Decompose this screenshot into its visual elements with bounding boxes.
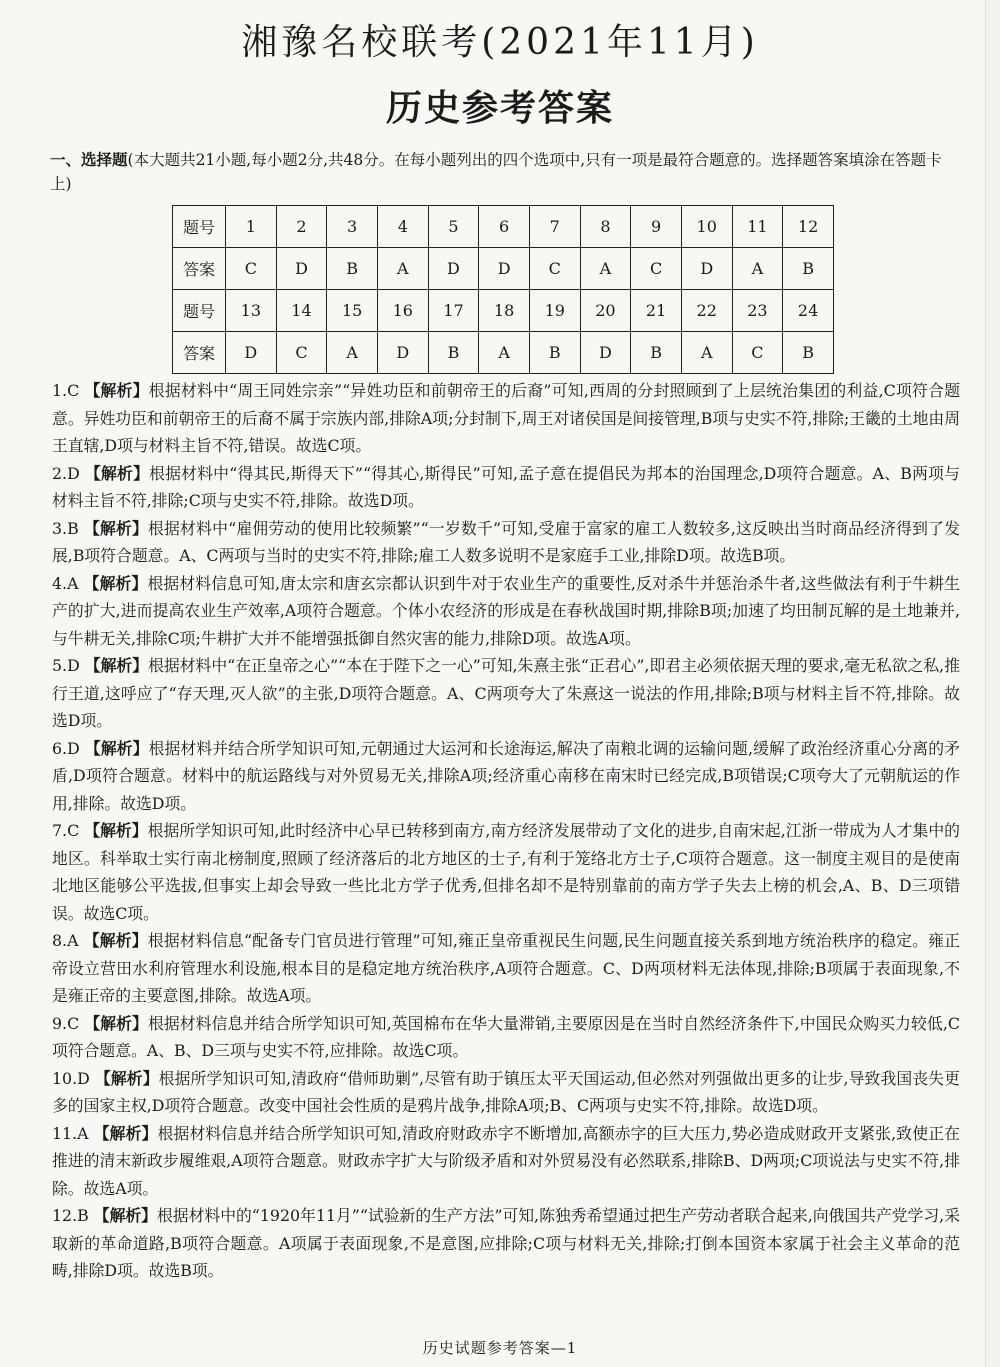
explanation-text: 根据材料中“在正皇帝之心”“本在于陛下之一心”可知,朱熹主张“正君心”,即君主必须依据天理的要求,毫无私欲之私,推行王道,这呼应了“存天理,灭人欲”的主张,D项符合题意。A、C两项夸大了朱熹这一说法的作用,排除;B项与材料主旨不符,排除。故选D项。 [52,656,960,730]
answer-table-cell: 22 [681,290,732,332]
explanation-text: 根据材料中“周王同姓宗亲”“异姓功臣和前朝帝王的后裔”可知,西周的分封照顾到了上层统治集团的利益,C项符合题意。异姓功臣和前朝帝王的后裔不属于宗族内部,排除A项;分封制下,周王对诸侯国是间接管理,B项与史实不符,排除;王畿的土地由周王直辖,D项与材料主旨不符,错误。故选C项。 [52,381,960,455]
analysis-tag: 【解析】 [93,1206,157,1225]
answer-table-cell: C [529,248,580,290]
answer-table-row-label: 答案 [173,332,226,374]
answer-table-cell: A [681,332,732,374]
explanation-answer: 3.B [52,518,79,538]
answer-table-cell: 7 [529,206,580,248]
answer-table-cell: 12 [783,206,834,248]
answer-table-cell: 1 [226,206,277,248]
answer-table-cell: A [732,248,783,290]
explanation-list [52,377,960,1285]
explanation-item [52,570,960,653]
analysis-tag: 【解析】 [94,1068,159,1088]
analysis-tag: 【解析】 [83,518,149,538]
analysis-tag: 【解析】 [83,573,148,593]
explanation-item [52,1010,960,1065]
answer-table-row [173,206,834,248]
answer-table-cell: 18 [479,290,530,332]
answer-table-cell: C [276,332,327,374]
explanation-answer: 12.B [52,1206,89,1225]
answer-table-cell: D [226,332,277,374]
explanation-text: 根据材料信息并结合所学知识可知,英国棉布在华大量滞销,主要原因是在当时自然经济条件下,中国民众购买力较低,C项符合题意。A、B、D三项与史实不符,应排除。故选C项。 [52,1013,960,1060]
answer-table-cell: 11 [732,206,783,248]
explanation-answer: 7.C [52,821,80,840]
answer-table-cell: 3 [327,206,378,248]
section-heading: 一、选择题 [50,150,128,169]
answer-table-cell: 2 [276,206,327,248]
explanation-item [52,652,960,735]
analysis-tag: 【解析】 [84,381,149,400]
explanation-text: 根据材料并结合所学知识可知,元朝通过大运河和长途海运,解决了南粮北调的运输问题,缓解了政治经济重心分离的矛盾,D项符合题意。材料中的航运路线与对外贸易无关,排除A项;经济重心南移在南宋时已经完成,B项错误;C项夸大了元朝航运的作用,排除。故选D项。 [52,738,960,813]
analysis-tag: 【解析】 [85,463,150,483]
explanation-text: 根据材料信息并结合所学知识可知,清政府财政赤字不断增加,高额赤字的巨大压力,势必造成财政开支紧张,致使正在推进的清末新政步履维艰,A项符合题意。财政赤字扩大与阶级矛盾和对外贸易没有必然联系,排除B、D两项;C项说法与史实不符,排除。故选A项。 [52,1123,960,1198]
answer-table-cell: 23 [732,290,783,332]
explanation-text: 根据材料中“得其民,斯得天下”“得其心,斯得民”可知,孟子意在提倡民为邦本的治国理念,D项符合题意。A、B两项与材料主旨不符,排除;C项与史实不符,排除。故选D项。 [52,463,960,510]
answer-table-cell: 20 [580,290,631,332]
answer-table-cell: 19 [529,290,580,332]
answer-table-cell: D [580,332,631,374]
answer-table-cell: D [681,248,732,290]
explanation-item [52,927,960,1010]
explanation-answer: 8.A [52,931,79,950]
explanation-answer: 9.C [52,1013,80,1033]
answer-table-cell: B [783,248,834,290]
answer-table-cell: A [580,248,631,290]
answer-table-cell: A [327,332,378,374]
answer-table [172,205,834,374]
explanation-text: 根据材料信息“配备专门官员进行管理”可知,雍正皇帝重视民生问题,民生问题直接关系到地方统治秩序的稳定。雍正帝设立营田水利府管理水利设施,根本目的是稳定地方统治秩序,A项符合题意。C、D两项材料无法体现,排除;B项属于表面现象,不是雍正帝的主要意图,排除。故选A项。 [52,931,960,1005]
answer-table-cell: 17 [428,290,479,332]
answer-table-cell: A [479,332,530,374]
explanation-item [52,377,960,460]
answer-table-row-label: 题号 [173,290,226,332]
exam-title: 湘豫名校联考(2021年11月) [241,22,759,63]
explanation-text: 根据所学知识可知,清政府“借师助剿”,尽管有助于镇压太平天国运动,但必然对列强做出更多的让步,导致我国丧失更多的国家主权,D项符合题意。改变中国社会性质的是鸦片战争,排除A项;B、C两项与史实不符,排除。故选D项。 [52,1068,960,1115]
explanation-answer: 6.D [52,738,80,758]
answer-table-cell: 24 [783,290,834,332]
answer-table-cell: 6 [479,206,530,248]
analysis-tag: 【解析】 [84,656,149,675]
explanation-answer: 2.D [52,463,80,483]
analysis-tag: 【解析】 [83,931,148,950]
answer-table-cell: D [377,332,428,374]
analysis-tag: 【解析】 [93,1123,158,1143]
explanation-answer: 4.A [52,573,79,593]
answer-table-row-label: 题号 [173,206,226,248]
explanation-answer: 1.C [52,381,80,400]
explanation-text: 根据材料中“雇佣劳动的使用比较频繁”“一岁数千”可知,受雇于富家的雇工人数较多,这反映出当时商品经济得到了发展,B项符合题意。A、C两项与当时的史实不符,排除;雇工人数多说明不是家庭手工业,排除D项。故选B项。 [52,518,960,565]
answer-table-cell: C [631,248,682,290]
answer-table-cell: B [529,332,580,374]
answer-table-cell: 8 [580,206,631,248]
answer-table-cell: D [479,248,530,290]
answer-table-cell: C [226,248,277,290]
answer-table-cell: 9 [631,206,682,248]
explanation-text: 根据所学知识可知,此时经济中心早已转移到南方,南方经济发展带动了文化的进步,自南宋起,江浙一带成为人才集中的地区。科举取士实行南北榜制度,照顾了经济落后的北方地区的士子,有利于笼络北方士子,C项符合题意。这一制度主观目的是使南北地区能够公平选拔,但事实上却会导致一些比北方学子优秀,但排名却不是特别靠前的南方学子失去上榜的机会,A、B、D三项错误。故选C项。 [52,821,960,923]
answer-table-row [173,248,834,290]
explanation-item [52,817,960,927]
answer-table-cell: C [732,332,783,374]
answer-table-cell: B [631,332,682,374]
answer-table-cell: 14 [276,290,327,332]
answer-table-row-label: 答案 [173,248,226,290]
answer-table-cell: 15 [327,290,378,332]
explanation-item [52,460,960,515]
answer-table-cell: 4 [377,206,428,248]
answer-table-cell: 13 [226,290,277,332]
answer-table-cell: 5 [428,206,479,248]
explanation-item [52,515,960,570]
answer-table-cell: D [276,248,327,290]
explanation-item [52,1065,960,1120]
answer-table-cell: D [428,248,479,290]
answer-table-cell: 10 [681,206,732,248]
explanation-item [52,1120,960,1203]
explanation-text: 根据材料中的“1920年11月”“试验新的生产方法”可知,陈独秀希望通过把生产劳动者联合起来,向俄国共产党学习,采取新的革命道路,B项符合题意。A项属于表面现象,不是意图,应排除;C项与材料无关,排除;打倒本国资本家属于社会主义革命的范畴,排除D项。故选B项。 [52,1206,960,1280]
explanation-text: 根据材料信息可知,唐太宗和唐玄宗都认识到牛对于农业生产的重要性,反对杀牛并惩治杀牛者,这些做法有利于牛耕生产的扩大,进而提高农业生产效率,A项符合题意。个体小农经济的形成是在春秋战国时期,排除B项;加速了均田制瓦解的是土地兼并,与牛耕无关,排除C项;牛耕扩大并不能增强抵御自然灾害的能力,排除D项。故选A项。 [52,573,960,648]
explanation-answer: 10.D [52,1068,90,1088]
answer-table-cell: B [327,248,378,290]
analysis-tag: 【解析】 [84,1013,148,1033]
section-instruction: (本大题共21小题,每小题2分,共48分。在每小题列出的四个选项中,只有一项是最符合题意的。选择题答案填涂在答题卡上) [50,151,942,193]
page-subtitle: 历史参考答案 [385,87,614,129]
explanation-answer: 11.A [52,1123,89,1143]
section-intro [50,148,960,196]
explanation-item [52,735,960,818]
explanation-answer: 5.D [52,656,80,675]
answer-table-cell: 21 [631,290,682,332]
page-footer: 历史试题参考答案—1 [422,1339,578,1357]
analysis-tag: 【解析】 [84,821,148,840]
explanation-item [52,1202,960,1285]
answer-table-cell: B [783,332,834,374]
answer-table-cell: A [377,248,428,290]
page-edge-strip [985,0,1000,1367]
analysis-tag: 【解析】 [84,738,149,758]
answer-table-row [173,290,834,332]
answer-table-row [173,332,834,374]
answer-table-cell: 16 [377,290,428,332]
answer-table-cell: B [428,332,479,374]
